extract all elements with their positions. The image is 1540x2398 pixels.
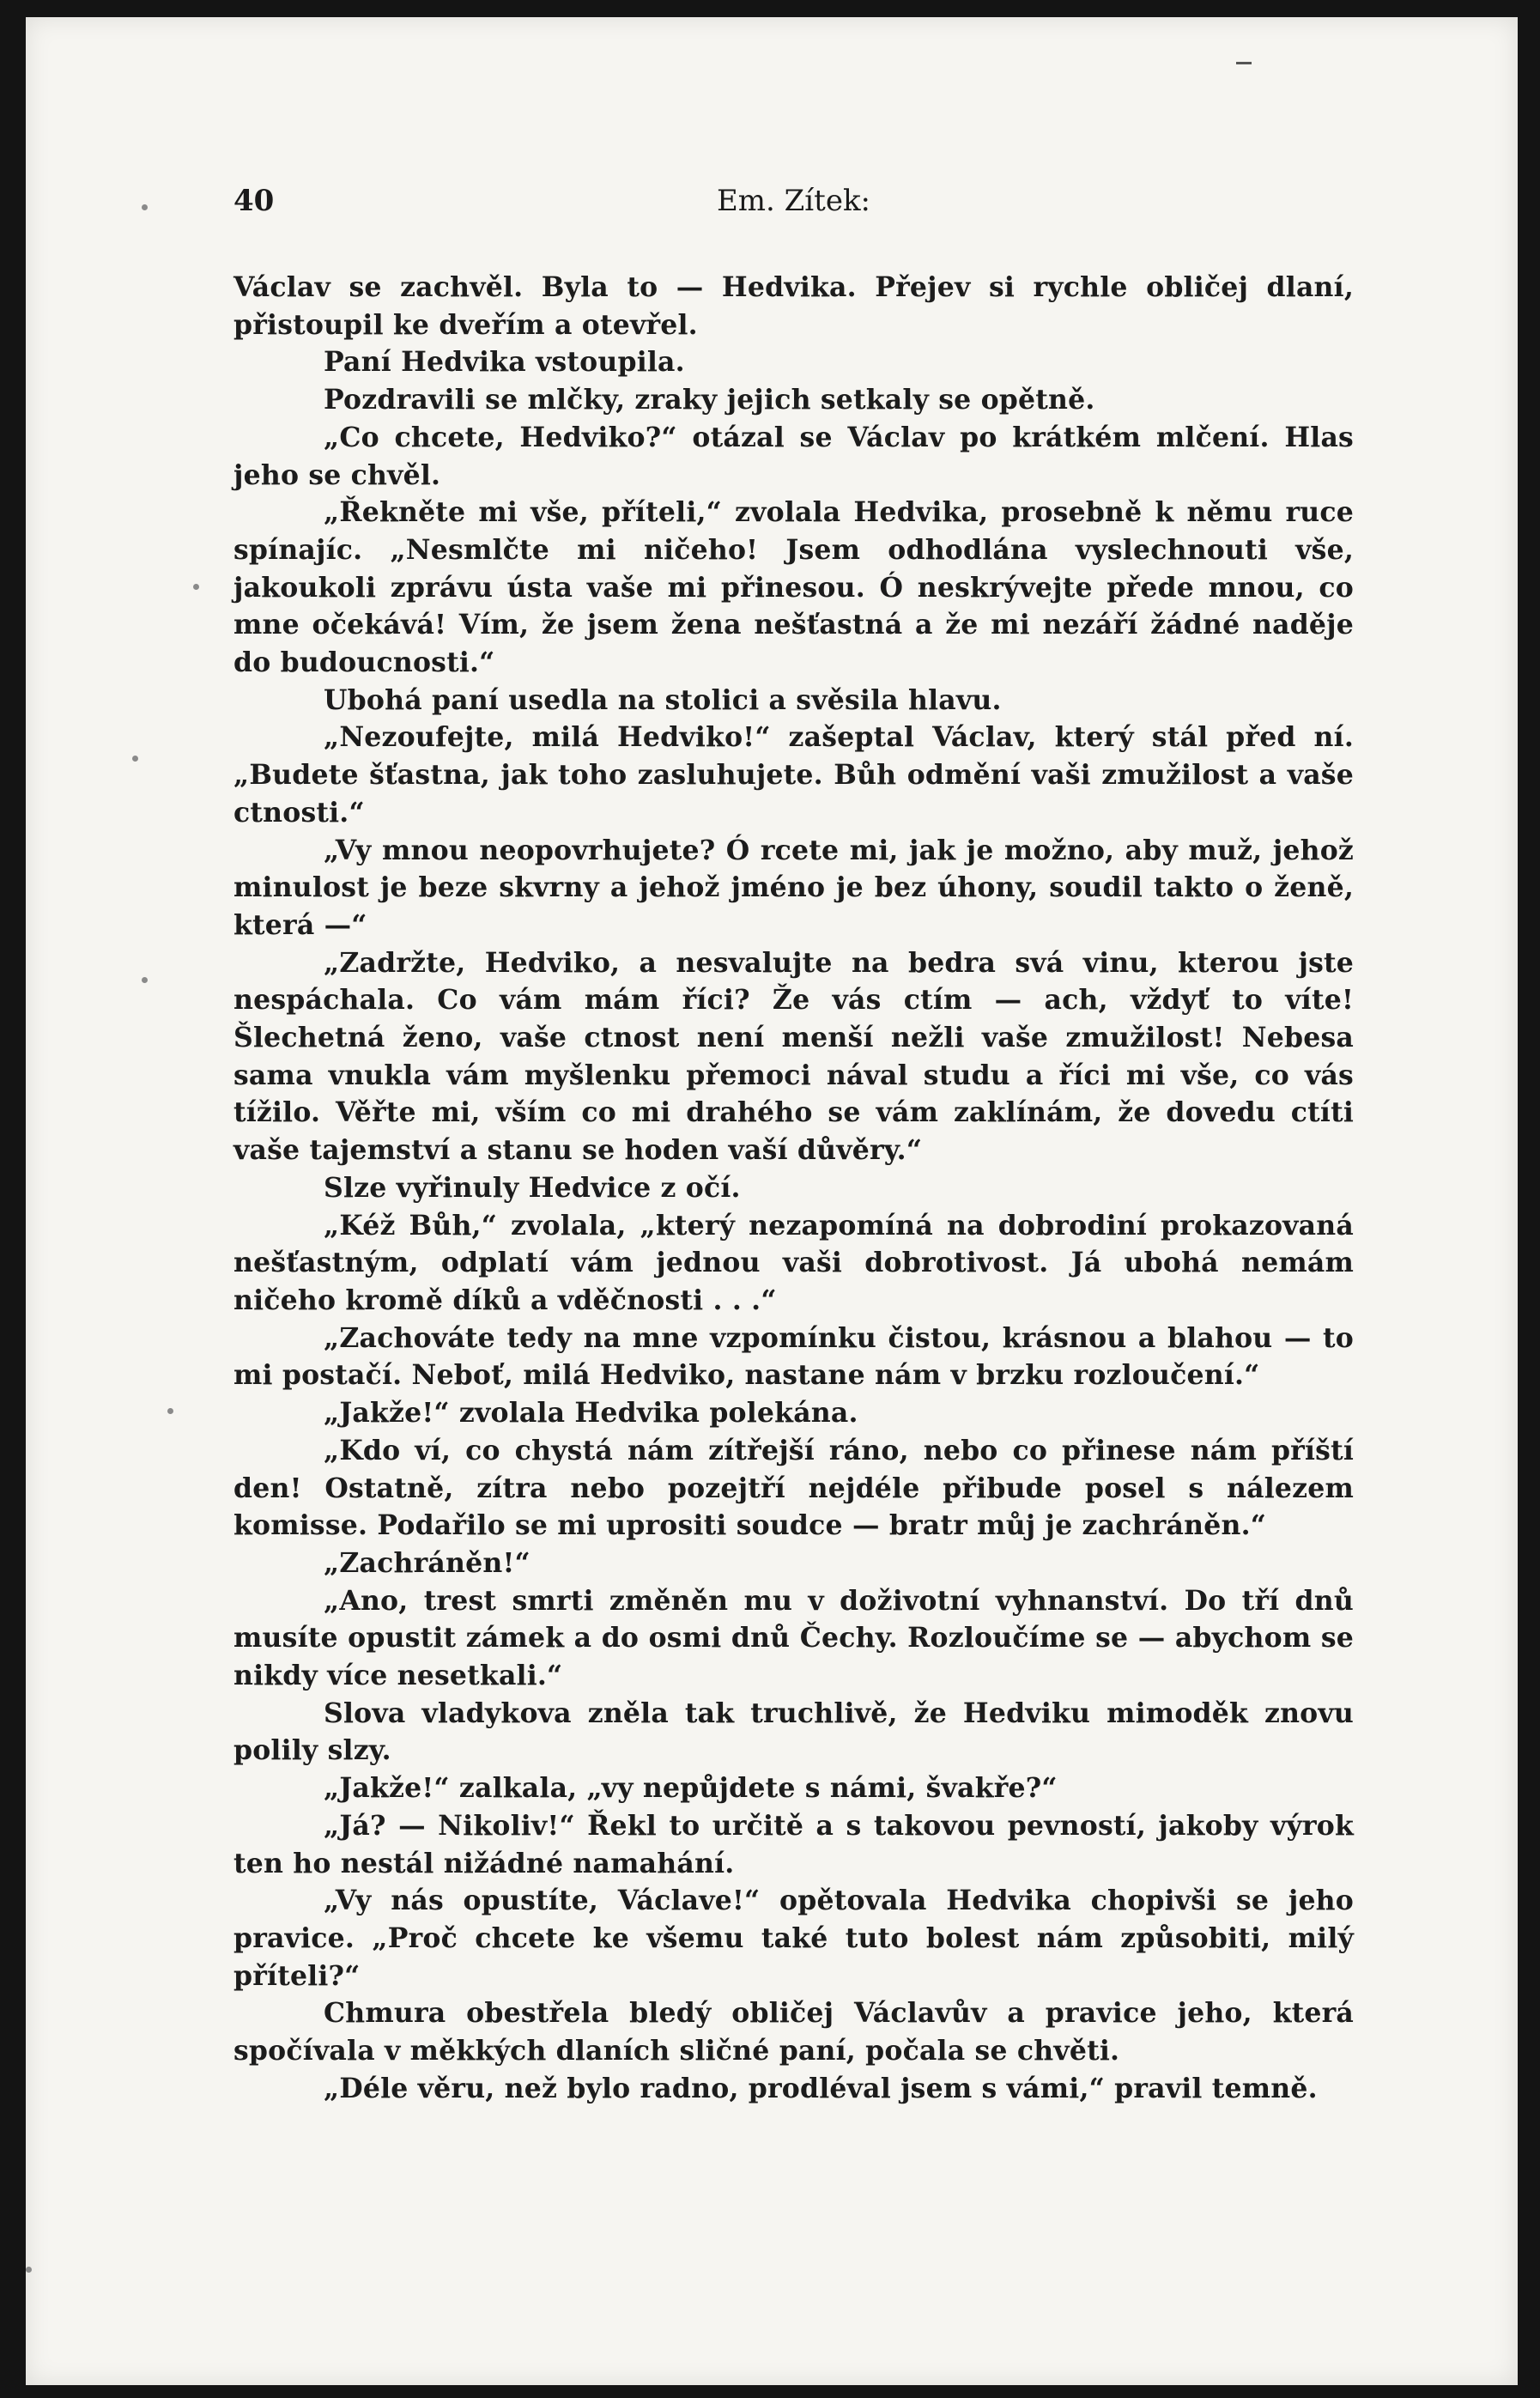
paragraph: „Zadržte, Hedviko, a nesvalujte na bedra svá vinu, kterou jste nespáchala. Co vám mám říci? Že vás ctím — ach, vždyť to víte! Šlechetná ženo, vaše ctnost není menší nežli vaše zmužilost! Nebesa sama vnukla vám myšlenku přemoci nával studu a říci mi vše, co vás tížilo. Věřte mi, vším co mi drahého se vám zaklínám, že dovedu ctíti vaše tajemství a stanu se hoden vaší důvěry.“: [233, 946, 1354, 1167]
paragraph: Slova vladykova zněla tak truchlivě, že Hedviku mimoděk znovu polily slzy.: [233, 1697, 1354, 1767]
paper-speck: [26, 2267, 32, 2273]
paragraph: Chmura obestřela bledý obličej Václavův a pravice jeho, která spočívala v měkkých dlaních sličné paní, počala se chvěti.: [233, 1997, 1354, 2067]
paragraph: Ubohá paní usedla na stolici a svěsila hlavu.: [324, 683, 1002, 716]
paragraph: „Vy nás opustíte, Václave!“ opětovala Hedvika chopivši se jeho pravice. „Proč chcete ke všemu také tuto bolest nám způsobiti, milý příteli?“: [233, 1885, 1354, 1992]
paper-speck: [142, 204, 148, 210]
paper-speck: [132, 756, 138, 762]
paragraph: Paní Hedvika vstoupila.: [324, 346, 685, 379]
paragraph: „Kéž Bůh,“ zvolala, „který nezapomíná na dobrodiní prokazovaná nešťastným, odplatí vám jednou vaši dobrotivost. Já ubohá nemám ničeho kromě díků a vděčnosti . . .“: [233, 1209, 1354, 1316]
paragraph: „Nezoufejte, milá Hedviko!“ zašeptal Václav, který stál před ní. „Budete šťastna, jak toho zasluhujete. Bůh odmění vaši zmužilost a vaše ctnosti.“: [233, 721, 1354, 829]
paragraph: „Vy mnou neopovrhujete? Ó rcete mi, jak je možno, aby muž, jehož minulost je beze skvrny a jehož jméno je bez úhony, soudil takto o ženě, která —“: [233, 834, 1354, 941]
paragraph: „Jakže!“ zvolala Hedvika polekána.: [324, 1397, 858, 1430]
paragraph: Václav se zachvěl. Byla to — Hedvika. Přejev si rychle obličej dlaní, přistoupil ke dveřím a otevřel.: [233, 271, 1354, 341]
paragraph: „Zachráněn!“: [324, 1546, 531, 1579]
body-text: [233, 269, 1354, 2107]
page-number: 40: [233, 184, 275, 218]
paragraph: „Co chcete, Hedviko?“ otázal se Václav po krátkém mlčení. Hlas jeho se chvěl.: [233, 421, 1354, 491]
paper-speck: [193, 584, 199, 590]
paragraph: „Jakže!“ zalkala, „vy nepůjdete s námi, švakře?“: [324, 1772, 1058, 1805]
paragraph: „Kdo ví, co chystá nám zítřejší ráno, nebo co přinese nám příští den! Ostatně, zítra nebo pozejtří nejdéle přibude posel s nálezem komisse. Podařilo se mi uprositi soudce — bratr můj je zachráněn.“: [233, 1434, 1354, 1542]
paragraph: Slze vyřinuly Hedvice z očí.: [324, 1171, 741, 1204]
paragraph: Pozdravili se mlčky, zraky jejich setkaly se opětně.: [324, 384, 1095, 416]
paragraph: „Já? — Nikoliv!“ Řekl to určitě a s takovou pevností, jakoby výrok ten ho nestál nižádné namahání.: [233, 1809, 1354, 1879]
paper-speck: [167, 1408, 173, 1414]
paper-speck: [142, 977, 148, 983]
running-title: Em. Zítek:: [716, 184, 870, 218]
paragraph: „Déle věru, než bylo radno, prodléval jsem s vámi,“ pravil temně.: [324, 2072, 1318, 2104]
paragraph: „Řekněte mi vše, příteli,“ zvolala Hedvika, prosebně k němu ruce spínajíc. „Nesmlčte mi ničeho! Jsem odhodlána vyslechnouti vše, jakoukoli zprávu ústa vaše mi přinesou. Ó neskrývejte přede mnou, co mne očekává! Vím, že jsem žena nešťastná a že mi nezáří žádné naděje do budoucnosti.“: [233, 496, 1354, 679]
paper-mark: [1236, 62, 1252, 64]
paragraph: „Zachováte tedy na mne vzpomínku čistou, krásnou a blahou — to mi postačí. Neboť, milá Hedviko, nastane nám v brzku rozloučení.“: [233, 1321, 1354, 1392]
page-header: [233, 184, 1354, 228]
paragraph: „Ano, trest smrti změněn mu v doživotní vyhnanství. Do tří dnů musíte opustit zámek a do osmi dnů Čechy. Rozloučíme se — abychom se nikdy více nesetkali.“: [233, 1584, 1354, 1692]
